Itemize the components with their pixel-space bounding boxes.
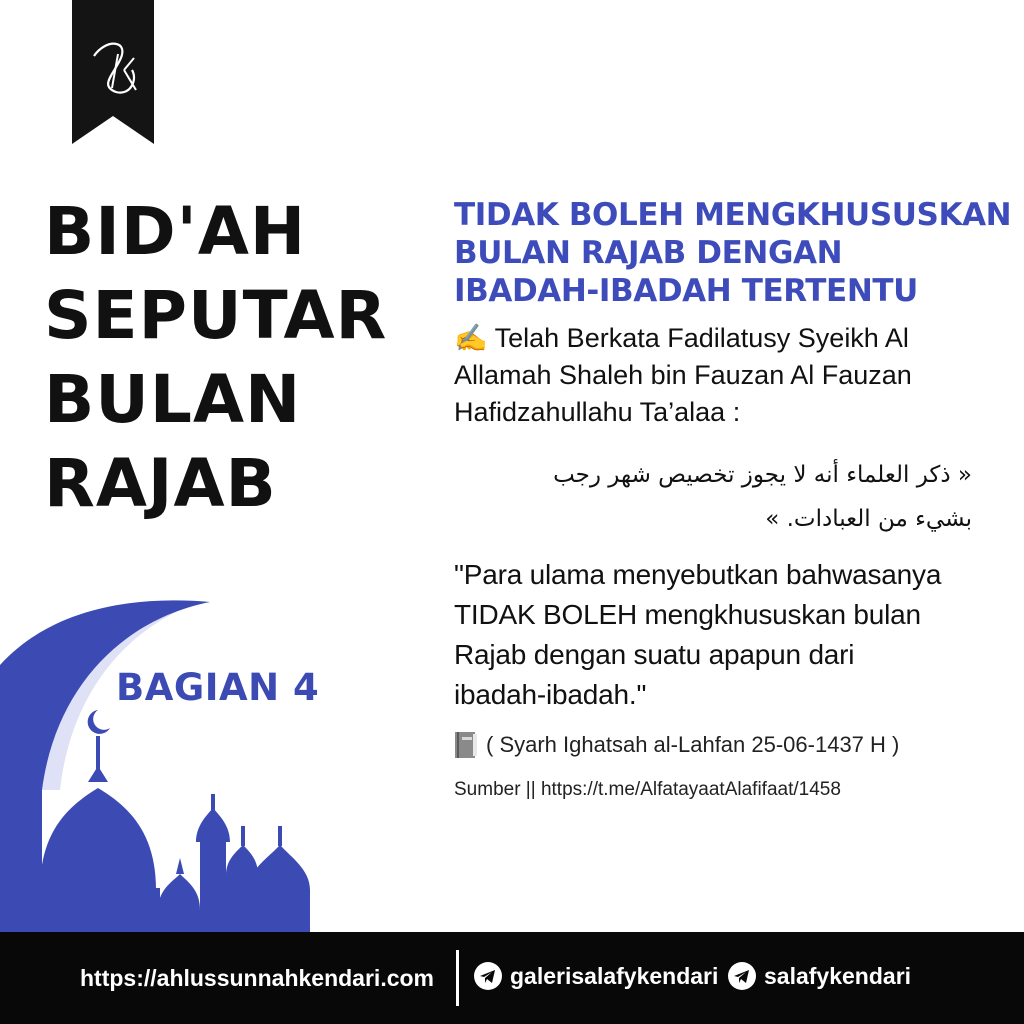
intro-line-2: Allamah Shaleh bin Fauzan Al Fauzan	[454, 360, 912, 390]
source-text: ( Syarh Ighatsah al-Lahfan 25-06-1437 H )	[486, 732, 900, 757]
footer-website-link[interactable]: https://ahlussunnahkendari.com	[80, 965, 434, 991]
main-title	[44, 190, 424, 526]
source-link[interactable]: Sumber || https://t.me/AlfatayaatAlafifaat/1458	[454, 779, 841, 800]
content-column	[454, 196, 1014, 801]
footer-social-galeri[interactable]	[474, 962, 718, 990]
source-reference	[454, 731, 1014, 759]
title-line-4: RAJAB	[44, 445, 277, 522]
telegram-icon	[474, 962, 502, 990]
footer-divider	[456, 950, 459, 1006]
ribbon-shape	[72, 0, 154, 144]
mosque-illustration	[0, 590, 330, 935]
title-line-3: BULAN	[44, 361, 302, 438]
arabic-line-1: « ذكر العلماء أنه لا يجوز تخصيص شهر رجب	[553, 462, 972, 488]
book-icon	[454, 731, 478, 759]
translation-quote	[454, 555, 1014, 715]
subtitle	[454, 196, 1014, 310]
arabic-line-2: بشيء من العبادات. »	[765, 506, 972, 532]
quote-line-4: ibadah-ibadah."	[454, 679, 647, 710]
footer-social-label: galerisalafykendari	[510, 962, 719, 989]
logo-ribbon	[72, 0, 154, 144]
title-line-1: BID'AH	[44, 193, 307, 270]
subtitle-line-2: BULAN RAJAB DENGAN	[454, 235, 843, 271]
quote-line-1: "Para ulama menyebutkan bahwasanya	[454, 559, 942, 590]
intro-line-1: ✍ Telah Berkata Fadilatusy Syeikh Al	[454, 323, 909, 353]
intro-text	[454, 320, 1014, 431]
title-line-2: SEPUTAR	[44, 277, 388, 354]
subtitle-line-1: TIDAK BOLEH MENGKHUSUSKAN	[454, 197, 1012, 233]
footer-bar	[0, 932, 1024, 1024]
telegram-icon	[728, 962, 756, 990]
footer-social-label: salafykendari	[764, 962, 912, 989]
arabic-quote	[454, 453, 972, 541]
quote-line-3: Rajab dengan suatu apapun dari	[454, 639, 855, 670]
part-badge: BAGIAN 4	[116, 666, 320, 709]
subtitle-line-3: IBADAH-IBADAH TERTENTU	[454, 273, 918, 309]
footer-social-salafy[interactable]	[728, 962, 911, 990]
intro-line-3: Hafidzahullahu Ta’alaa :	[454, 397, 741, 427]
quote-line-2: TIDAK BOLEH mengkhususkan bulan	[454, 599, 921, 630]
